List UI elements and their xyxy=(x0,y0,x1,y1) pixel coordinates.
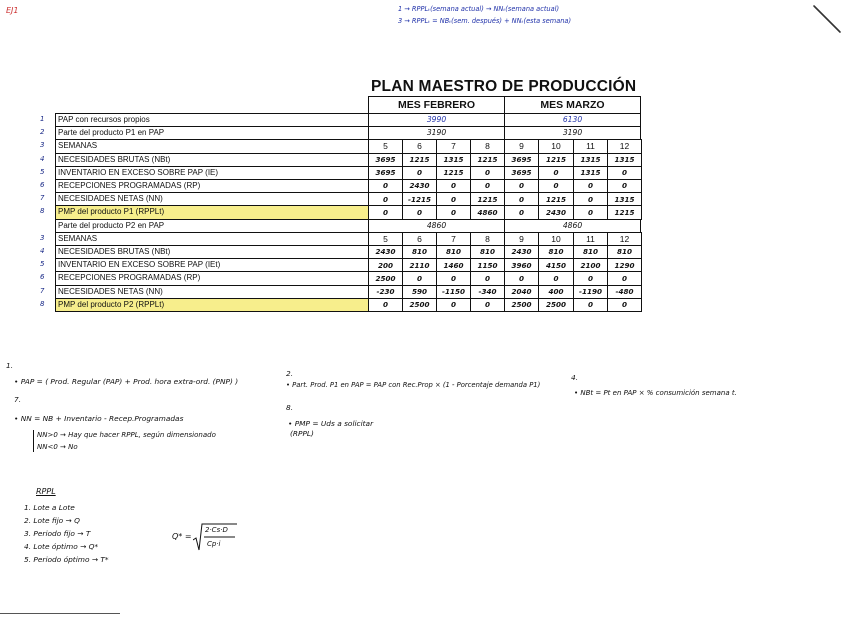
row-label: INVENTARIO EN EXCESO SOBRE PAP (IEt) xyxy=(55,258,369,272)
table-cell: 0 xyxy=(573,192,608,206)
table-cell: 0 xyxy=(436,192,471,206)
table-cell: 0 xyxy=(504,205,539,219)
week-header: 9 xyxy=(504,232,539,246)
table-cell: 2110 xyxy=(402,258,437,272)
table-cell: 1150 xyxy=(470,258,505,272)
note-8-text2: (RPPL) xyxy=(290,429,314,438)
note-7-sub2: NN<0 → No xyxy=(37,443,78,451)
note-7-bracket xyxy=(33,430,36,452)
table-cell: 2100 xyxy=(573,258,608,272)
table-cell: 0 xyxy=(436,179,471,193)
table-cell: 0 xyxy=(573,271,608,285)
row-index: 4 xyxy=(40,154,45,163)
table-cell: 0 xyxy=(436,205,471,219)
row-index: 7 xyxy=(40,286,45,295)
table-cell: 2430 xyxy=(368,245,403,259)
header-note-2: 3 → RPPLₜ = NBₜ(sem. después) + NNₜ(esta semana) xyxy=(398,17,572,25)
table-cell: 2430 xyxy=(402,179,437,193)
rppl-item: 5. Periodo óptimo → T* xyxy=(24,555,109,564)
table-cell: -1215 xyxy=(402,192,437,206)
table-cell: -230 xyxy=(368,285,403,299)
row-label: PMP del producto P2 (RPPLt) xyxy=(55,298,369,312)
table-cell: 2430 xyxy=(504,245,539,259)
table-cell: 810 xyxy=(573,245,608,259)
rppl-item: 4. Lote óptimo → Q* xyxy=(24,542,99,551)
table-cell: 1315 xyxy=(607,192,642,206)
table-cell: 0 xyxy=(538,166,574,180)
table-cell: 0 xyxy=(436,298,471,312)
table-cell: 0 xyxy=(402,166,437,180)
month-header-march: MES MARZO xyxy=(504,96,641,114)
table-cell: 2500 xyxy=(402,298,437,312)
month-value: 4860 xyxy=(504,219,641,233)
row-label: RECEPCIONES PROGRAMADAS (RP) xyxy=(55,271,369,285)
row-label: NECESIDADES NETAS (NN) xyxy=(55,192,369,206)
bottom-edge-line xyxy=(0,613,120,614)
note-7-sub1: NN>0 → Hay que hacer RPPL, según dimensionado xyxy=(37,431,216,439)
note-1-label: 1. xyxy=(6,361,14,370)
note-2-text: • Part. Prod. P1 en PAP = PAP con Rec.Prop × (1 - Porcentaje demanda P1) xyxy=(286,381,541,389)
table-cell: 2430 xyxy=(538,205,574,219)
table-cell: 2500 xyxy=(368,271,403,285)
note-7-text: • NN = NB + Inventario - Recep.Programadas xyxy=(14,414,184,423)
table-cell: 0 xyxy=(402,205,437,219)
table-cell: 0 xyxy=(470,179,505,193)
note-8-text1: • PMP = Uds a solicitar xyxy=(288,419,374,428)
row-label: Parte del producto P2 en PAP xyxy=(55,219,369,233)
rppl-item: 3. Periodo fijo → T xyxy=(24,529,91,538)
month-header-february: MES FEBRERO xyxy=(368,96,505,114)
formula-sqrt xyxy=(193,522,237,552)
week-header: 8 xyxy=(470,232,505,246)
table-cell: 1215 xyxy=(538,192,574,206)
table-cell: 810 xyxy=(402,245,437,259)
table-cell: 0 xyxy=(573,179,608,193)
table-cell: 1290 xyxy=(607,258,642,272)
table-cell: 3695 xyxy=(504,166,539,180)
rppl-title: RPPL xyxy=(36,487,56,496)
header-note-1: 1 → RPPLₜ(semana actual) → NNₜ(semana actual) xyxy=(398,5,560,13)
week-header: 12 xyxy=(607,232,642,246)
week-header: 10 xyxy=(538,232,574,246)
row-index: 1 xyxy=(40,115,45,123)
month-value: 6130 xyxy=(504,113,641,127)
table-cell: 0 xyxy=(368,192,403,206)
formula-numerator: 2·Cs·D xyxy=(205,526,228,534)
week-header: 5 xyxy=(368,232,403,246)
table-cell: 4150 xyxy=(538,258,574,272)
table-cell: -480 xyxy=(607,285,642,299)
table-cell: 810 xyxy=(607,245,642,259)
row-label: NECESIDADES NETAS (NN) xyxy=(55,285,369,299)
month-value: 3190 xyxy=(368,126,505,140)
table-cell: 0 xyxy=(607,298,642,312)
table-cell: 3695 xyxy=(368,153,403,167)
table-cell: 1215 xyxy=(607,205,642,219)
month-value: 3990 xyxy=(368,113,505,127)
table-cell: 1215 xyxy=(402,153,437,167)
row-index: 5 xyxy=(40,167,45,176)
table-cell: 0 xyxy=(368,179,403,193)
table-cell: 0 xyxy=(538,271,574,285)
week-header: 6 xyxy=(402,232,437,246)
note-4-text: • NBt = Pt en PAP × % consumición semana t. xyxy=(574,389,737,397)
row-label: PMP del producto P1 (RPPLt) xyxy=(55,205,369,219)
row-index: 8 xyxy=(40,207,45,216)
table-cell: 4860 xyxy=(470,205,505,219)
table-cell: 3695 xyxy=(504,153,539,167)
week-header: 5 xyxy=(368,139,403,153)
table-cell: 590 xyxy=(402,285,437,299)
week-header: 9 xyxy=(504,139,539,153)
table-cell: 1315 xyxy=(436,153,471,167)
table-cell: 1315 xyxy=(607,153,642,167)
week-header: 12 xyxy=(607,139,642,153)
table-cell: 2500 xyxy=(538,298,574,312)
table-cell: 1215 xyxy=(470,192,505,206)
month-value: 4860 xyxy=(368,219,505,233)
table-cell: 0 xyxy=(368,205,403,219)
table-cell: 0 xyxy=(573,298,608,312)
note-4-label: 4. xyxy=(571,373,579,382)
table-cell: 1215 xyxy=(436,166,471,180)
row-index: 6 xyxy=(40,181,45,189)
week-header: 8 xyxy=(470,139,505,153)
table-cell: 0 xyxy=(470,166,505,180)
note-7-label: 7. xyxy=(14,395,22,404)
row-label: NECESIDADES BRUTAS (NBt) xyxy=(55,153,369,167)
row-label: SEMANAS xyxy=(55,232,369,246)
row-label: RECEPCIONES PROGRAMADAS (RP) xyxy=(55,179,369,193)
week-header: 7 xyxy=(436,232,471,246)
table-cell: 810 xyxy=(436,245,471,259)
row-index: 8 xyxy=(40,299,45,308)
month-value: 3190 xyxy=(504,126,641,140)
table-cell: 810 xyxy=(538,245,574,259)
row-index: 6 xyxy=(40,273,45,282)
table-cell: 0 xyxy=(573,205,608,219)
formula-lhs: Q* = xyxy=(172,532,192,541)
week-header: 7 xyxy=(436,139,471,153)
table-cell: -1190 xyxy=(573,285,608,299)
table-cell: 0 xyxy=(607,166,642,180)
formula-denominator: Cp·i xyxy=(207,540,221,548)
table-cell: 0 xyxy=(402,271,437,285)
table-cell: 2500 xyxy=(504,298,539,312)
rppl-item: 2. Lote fijo → Q xyxy=(24,516,80,525)
table-cell: 0 xyxy=(470,298,505,312)
table-cell: 0 xyxy=(470,271,505,285)
table-cell: 810 xyxy=(470,245,505,259)
row-index: 2 xyxy=(40,128,45,137)
table-cell: 0 xyxy=(368,298,403,312)
table-cell: 1460 xyxy=(436,258,471,272)
table-cell: 1215 xyxy=(538,153,574,167)
table-cell: 0 xyxy=(607,179,642,193)
table-cell: 3960 xyxy=(504,258,539,272)
week-header: 6 xyxy=(402,139,437,153)
table-cell: 1315 xyxy=(573,153,608,167)
table-cell: 200 xyxy=(368,258,403,272)
note-1-text: • PAP = ( Prod. Regular (PAP) + Prod. hora extra-ord. (PNP) ) xyxy=(14,377,239,386)
table-cell: 0 xyxy=(504,192,539,206)
table-cell: 3695 xyxy=(368,166,403,180)
table-cell: 400 xyxy=(538,285,574,299)
row-index: 3 xyxy=(40,233,45,242)
table-cell: -1150 xyxy=(436,285,471,299)
row-label: SEMANAS xyxy=(55,139,369,153)
row-index: 3 xyxy=(40,141,45,150)
week-header: 11 xyxy=(573,232,608,246)
note-2-label: 2. xyxy=(286,369,294,378)
row-label: Parte del producto P1 en PAP xyxy=(55,126,369,140)
table-cell: 0 xyxy=(538,179,574,193)
row-label: INVENTARIO EN EXCESO SOBRE PAP (IE) xyxy=(55,166,369,180)
row-index: 4 xyxy=(40,247,45,255)
week-header: 11 xyxy=(573,139,608,153)
page-title: PLAN MAESTRO DE PRODUCCIÓN xyxy=(371,78,637,95)
table-cell: -340 xyxy=(470,285,505,299)
week-header: 10 xyxy=(538,139,574,153)
row-label: PAP con recursos propios xyxy=(55,113,369,127)
rppl-item: 1. Lote a Lote xyxy=(24,503,75,512)
table-cell: 0 xyxy=(607,271,642,285)
note-8-label: 8. xyxy=(286,403,294,412)
row-index: 5 xyxy=(40,260,45,269)
table-cell: 1215 xyxy=(470,153,505,167)
table-cell: 2040 xyxy=(504,285,539,299)
table-cell: 0 xyxy=(504,179,539,193)
row-label: NECESIDADES BRUTAS (NBt) xyxy=(55,245,369,259)
table-cell: 0 xyxy=(436,271,471,285)
row-index: 7 xyxy=(40,194,45,203)
table-cell: 0 xyxy=(504,271,539,285)
table-cell: 1315 xyxy=(573,166,608,180)
exercise-label: EJ1 xyxy=(6,6,19,15)
